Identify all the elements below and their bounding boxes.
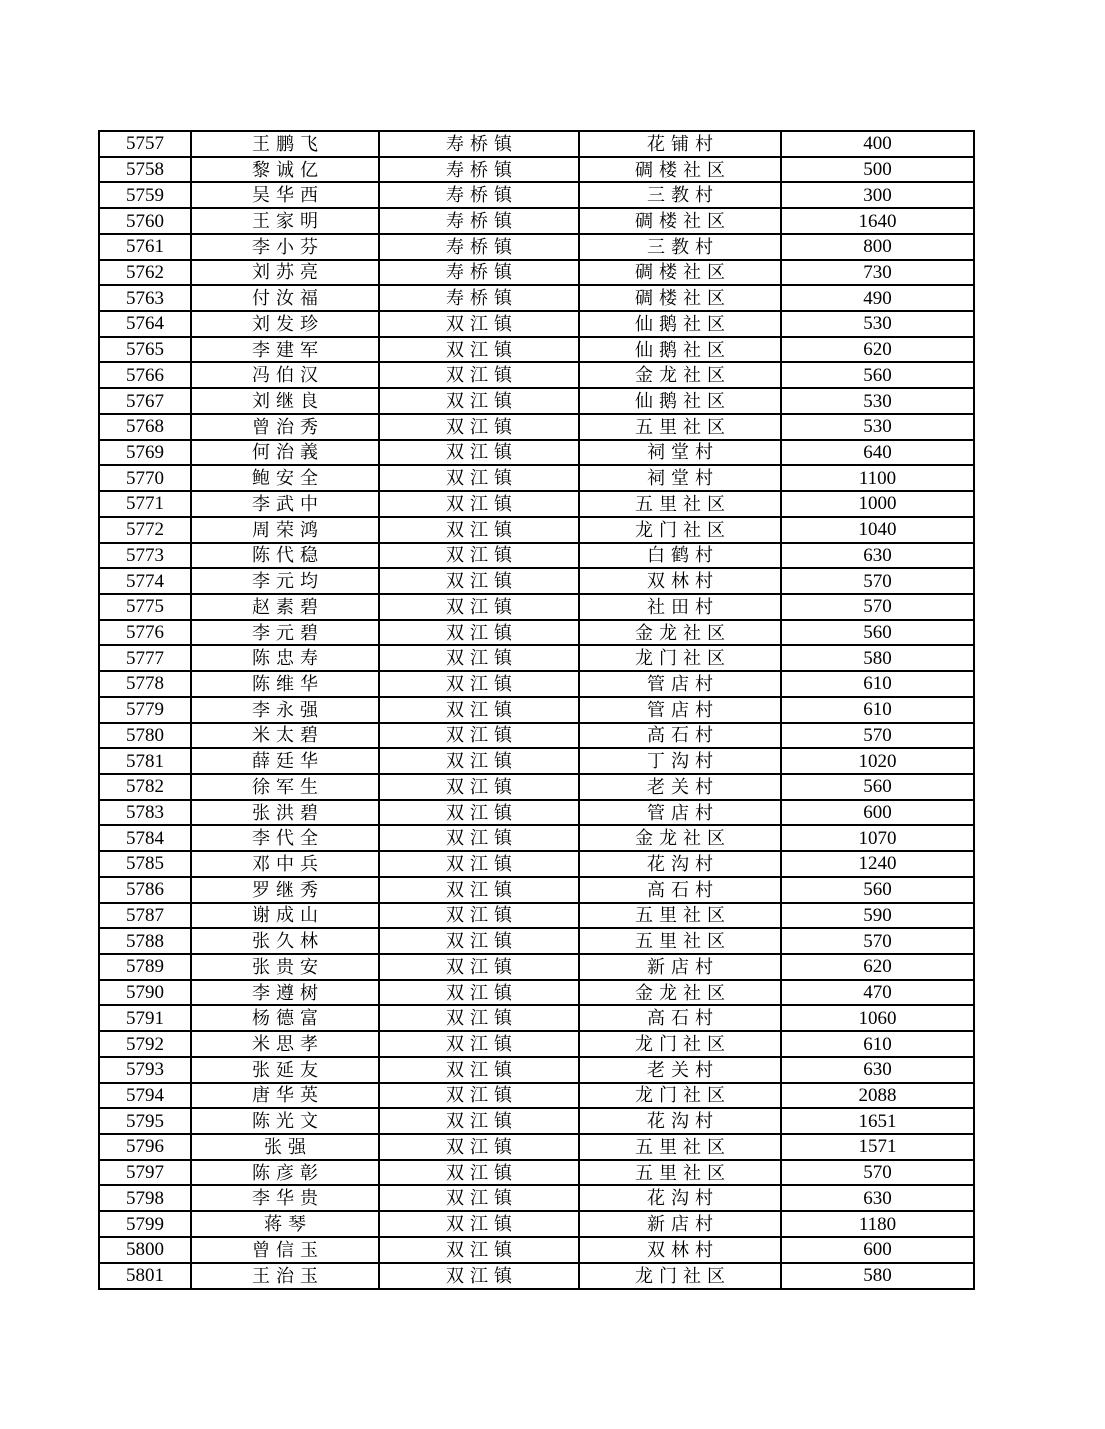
cell-id: 5771 <box>99 491 191 517</box>
cell-id: 5784 <box>99 825 191 851</box>
cell-town: 双江镇 <box>379 594 579 620</box>
cell-village: 花沟村 <box>579 1185 781 1211</box>
cell-id: 5772 <box>99 517 191 543</box>
cell-village: 五里社区 <box>579 1134 781 1160</box>
cell-name: 李元碧 <box>191 620 379 646</box>
cell-town: 双江镇 <box>379 980 579 1006</box>
cell-id: 5789 <box>99 954 191 980</box>
table-row <box>99 208 974 234</box>
cell-name: 鲍安全 <box>191 465 379 491</box>
table-row <box>99 800 974 826</box>
cell-id: 5762 <box>99 260 191 286</box>
cell-amount: 620 <box>781 954 974 980</box>
table-row <box>99 260 974 286</box>
cell-id: 5795 <box>99 1108 191 1134</box>
cell-id: 5781 <box>99 748 191 774</box>
cell-amount: 1180 <box>781 1211 974 1237</box>
cell-village: 管店村 <box>579 671 781 697</box>
cell-town: 双江镇 <box>379 568 579 594</box>
table-row <box>99 182 974 208</box>
cell-id: 5757 <box>99 131 191 157</box>
table-row <box>99 157 974 183</box>
cell-id: 5780 <box>99 723 191 749</box>
cell-id: 5761 <box>99 234 191 260</box>
cell-village: 祠堂村 <box>579 465 781 491</box>
cell-village: 白鹤村 <box>579 543 781 569</box>
cell-name: 付汝福 <box>191 285 379 311</box>
cell-name: 米思孝 <box>191 1031 379 1057</box>
cell-town: 寿桥镇 <box>379 131 579 157</box>
table-row <box>99 928 974 954</box>
cell-town: 双江镇 <box>379 1237 579 1263</box>
cell-village: 新店村 <box>579 954 781 980</box>
cell-id: 5767 <box>99 388 191 414</box>
cell-town: 寿桥镇 <box>379 157 579 183</box>
cell-amount: 570 <box>781 928 974 954</box>
cell-village: 龙门社区 <box>579 1083 781 1109</box>
cell-id: 5801 <box>99 1263 191 1289</box>
table-row <box>99 1185 974 1211</box>
cell-id: 5797 <box>99 1160 191 1186</box>
cell-id: 5769 <box>99 440 191 466</box>
cell-name: 王鹏飞 <box>191 131 379 157</box>
table-row <box>99 543 974 569</box>
cell-amount: 630 <box>781 543 974 569</box>
cell-town: 双江镇 <box>379 851 579 877</box>
cell-amount: 1070 <box>781 825 974 851</box>
cell-id: 5766 <box>99 362 191 388</box>
cell-name: 刘发珍 <box>191 311 379 337</box>
cell-id: 5759 <box>99 182 191 208</box>
cell-id: 5773 <box>99 543 191 569</box>
cell-amount: 560 <box>781 620 974 646</box>
cell-village: 碉楼社区 <box>579 208 781 234</box>
cell-name: 陈彦彰 <box>191 1160 379 1186</box>
cell-town: 寿桥镇 <box>379 260 579 286</box>
cell-town: 双江镇 <box>379 465 579 491</box>
cell-name: 曾治秀 <box>191 414 379 440</box>
cell-name: 张久林 <box>191 928 379 954</box>
cell-id: 5765 <box>99 337 191 363</box>
cell-amount: 470 <box>781 980 974 1006</box>
cell-village: 管店村 <box>579 697 781 723</box>
cell-name: 张洪碧 <box>191 800 379 826</box>
cell-name: 李永强 <box>191 697 379 723</box>
cell-amount: 530 <box>781 311 974 337</box>
cell-village: 五里社区 <box>579 1160 781 1186</box>
cell-amount: 1020 <box>781 748 974 774</box>
table-row <box>99 620 974 646</box>
table-row <box>99 1237 974 1263</box>
cell-town: 双江镇 <box>379 645 579 671</box>
cell-amount: 1640 <box>781 208 974 234</box>
cell-amount: 560 <box>781 877 974 903</box>
cell-id: 5770 <box>99 465 191 491</box>
cell-amount: 490 <box>781 285 974 311</box>
table-row <box>99 1160 974 1186</box>
table-row <box>99 594 974 620</box>
cell-name: 陈忠寿 <box>191 645 379 671</box>
cell-name: 李小芬 <box>191 234 379 260</box>
cell-id: 5778 <box>99 671 191 697</box>
table-row <box>99 851 974 877</box>
cell-village: 老关村 <box>579 774 781 800</box>
cell-name: 赵素碧 <box>191 594 379 620</box>
cell-amount: 600 <box>781 800 974 826</box>
cell-id: 5800 <box>99 1237 191 1263</box>
cell-village: 丁沟村 <box>579 748 781 774</box>
table-row <box>99 1263 974 1289</box>
table-row <box>99 131 974 157</box>
cell-name: 邓中兵 <box>191 851 379 877</box>
cell-amount: 1000 <box>781 491 974 517</box>
cell-town: 双江镇 <box>379 1134 579 1160</box>
table-row <box>99 877 974 903</box>
cell-name: 杨德富 <box>191 1005 379 1031</box>
cell-name: 蒋琴 <box>191 1211 379 1237</box>
cell-id: 5763 <box>99 285 191 311</box>
cell-town: 寿桥镇 <box>379 182 579 208</box>
table-row <box>99 491 974 517</box>
cell-town: 寿桥镇 <box>379 234 579 260</box>
cell-amount: 300 <box>781 182 974 208</box>
cell-id: 5798 <box>99 1185 191 1211</box>
table-row <box>99 568 974 594</box>
cell-id: 5768 <box>99 414 191 440</box>
cell-name: 陈维华 <box>191 671 379 697</box>
cell-village: 金龙社区 <box>579 825 781 851</box>
table-row <box>99 748 974 774</box>
cell-town: 双江镇 <box>379 671 579 697</box>
cell-amount: 530 <box>781 414 974 440</box>
cell-amount: 1100 <box>781 465 974 491</box>
cell-name: 谢成山 <box>191 903 379 929</box>
table-row <box>99 465 974 491</box>
table-row <box>99 980 974 1006</box>
cell-id: 5787 <box>99 903 191 929</box>
cell-town: 双江镇 <box>379 748 579 774</box>
cell-name: 李代全 <box>191 825 379 851</box>
cell-town: 双江镇 <box>379 825 579 851</box>
cell-id: 5777 <box>99 645 191 671</box>
table-row <box>99 517 974 543</box>
cell-village: 龙门社区 <box>579 645 781 671</box>
cell-village: 五里社区 <box>579 491 781 517</box>
cell-town: 双江镇 <box>379 362 579 388</box>
cell-amount: 530 <box>781 388 974 414</box>
cell-name: 陈光文 <box>191 1108 379 1134</box>
table-row <box>99 825 974 851</box>
cell-amount: 1651 <box>781 1108 974 1134</box>
cell-name: 周荣鸿 <box>191 517 379 543</box>
cell-village: 碉楼社区 <box>579 260 781 286</box>
cell-town: 双江镇 <box>379 774 579 800</box>
cell-amount: 570 <box>781 723 974 749</box>
cell-village: 社田村 <box>579 594 781 620</box>
cell-id: 5779 <box>99 697 191 723</box>
cell-town: 双江镇 <box>379 311 579 337</box>
cell-village: 仙鹅社区 <box>579 337 781 363</box>
cell-village: 祠堂村 <box>579 440 781 466</box>
cell-village: 龙门社区 <box>579 517 781 543</box>
cell-name: 张贵安 <box>191 954 379 980</box>
cell-amount: 580 <box>781 645 974 671</box>
table-row <box>99 1057 974 1083</box>
table-row <box>99 645 974 671</box>
cell-town: 双江镇 <box>379 1005 579 1031</box>
table-row <box>99 414 974 440</box>
table-row <box>99 903 974 929</box>
cell-id: 5796 <box>99 1134 191 1160</box>
cell-id: 5776 <box>99 620 191 646</box>
table-row <box>99 1134 974 1160</box>
cell-village: 三教村 <box>579 182 781 208</box>
cell-name: 徐军生 <box>191 774 379 800</box>
cell-village: 高石村 <box>579 877 781 903</box>
cell-town: 寿桥镇 <box>379 208 579 234</box>
cell-amount: 620 <box>781 337 974 363</box>
cell-village: 龙门社区 <box>579 1263 781 1289</box>
cell-amount: 640 <box>781 440 974 466</box>
cell-town: 双江镇 <box>379 517 579 543</box>
cell-name: 李华贵 <box>191 1185 379 1211</box>
cell-village: 金龙社区 <box>579 620 781 646</box>
cell-name: 李元均 <box>191 568 379 594</box>
cell-id: 5790 <box>99 980 191 1006</box>
cell-name: 刘苏亮 <box>191 260 379 286</box>
cell-village: 龙门社区 <box>579 1031 781 1057</box>
cell-amount: 1240 <box>781 851 974 877</box>
table-row <box>99 285 974 311</box>
table-row <box>99 723 974 749</box>
cell-name: 李建军 <box>191 337 379 363</box>
cell-amount: 570 <box>781 1160 974 1186</box>
cell-amount: 570 <box>781 594 974 620</box>
table-row <box>99 1108 974 1134</box>
cell-name: 冯伯汉 <box>191 362 379 388</box>
cell-name: 曾信玉 <box>191 1237 379 1263</box>
cell-name: 米太碧 <box>191 723 379 749</box>
cell-town: 双江镇 <box>379 723 579 749</box>
cell-id: 5791 <box>99 1005 191 1031</box>
table-body <box>99 131 974 1289</box>
cell-name: 刘继良 <box>191 388 379 414</box>
cell-id: 5760 <box>99 208 191 234</box>
cell-name: 何治義 <box>191 440 379 466</box>
cell-town: 双江镇 <box>379 928 579 954</box>
cell-village: 碉楼社区 <box>579 157 781 183</box>
table-row <box>99 388 974 414</box>
cell-town: 双江镇 <box>379 1160 579 1186</box>
cell-amount: 630 <box>781 1057 974 1083</box>
cell-village: 碉楼社区 <box>579 285 781 311</box>
cell-id: 5785 <box>99 851 191 877</box>
table-row <box>99 1083 974 1109</box>
cell-name: 张强 <box>191 1134 379 1160</box>
cell-amount: 560 <box>781 362 974 388</box>
cell-name: 李遵树 <box>191 980 379 1006</box>
cell-town: 双江镇 <box>379 388 579 414</box>
cell-town: 双江镇 <box>379 903 579 929</box>
cell-town: 双江镇 <box>379 440 579 466</box>
cell-amount: 1040 <box>781 517 974 543</box>
cell-village: 管店村 <box>579 800 781 826</box>
cell-amount: 610 <box>781 697 974 723</box>
cell-town: 双江镇 <box>379 1263 579 1289</box>
cell-id: 5799 <box>99 1211 191 1237</box>
cell-name: 黎诚亿 <box>191 157 379 183</box>
cell-village: 仙鹅社区 <box>579 388 781 414</box>
cell-village: 五里社区 <box>579 903 781 929</box>
cell-village: 新店村 <box>579 1211 781 1237</box>
cell-amount: 630 <box>781 1185 974 1211</box>
cell-amount: 590 <box>781 903 974 929</box>
cell-id: 5783 <box>99 800 191 826</box>
cell-town: 双江镇 <box>379 1031 579 1057</box>
cell-town: 双江镇 <box>379 1185 579 1211</box>
cell-town: 双江镇 <box>379 543 579 569</box>
table-row <box>99 1031 974 1057</box>
cell-id: 5775 <box>99 594 191 620</box>
cell-name: 王家明 <box>191 208 379 234</box>
cell-amount: 730 <box>781 260 974 286</box>
cell-village: 仙鹅社区 <box>579 311 781 337</box>
cell-town: 双江镇 <box>379 337 579 363</box>
cell-village: 老关村 <box>579 1057 781 1083</box>
cell-name: 薛廷华 <box>191 748 379 774</box>
cell-amount: 610 <box>781 1031 974 1057</box>
cell-name: 罗继秀 <box>191 877 379 903</box>
cell-village: 花沟村 <box>579 1108 781 1134</box>
cell-town: 双江镇 <box>379 620 579 646</box>
cell-id: 5774 <box>99 568 191 594</box>
cell-town: 双江镇 <box>379 1211 579 1237</box>
cell-name: 唐华英 <box>191 1083 379 1109</box>
cell-id: 5788 <box>99 928 191 954</box>
cell-id: 5786 <box>99 877 191 903</box>
cell-village: 高石村 <box>579 1005 781 1031</box>
cell-village: 双林村 <box>579 568 781 594</box>
cell-amount: 570 <box>781 568 974 594</box>
cell-amount: 1571 <box>781 1134 974 1160</box>
cell-village: 五里社区 <box>579 414 781 440</box>
cell-town: 双江镇 <box>379 1083 579 1109</box>
cell-village: 高石村 <box>579 723 781 749</box>
cell-id: 5758 <box>99 157 191 183</box>
cell-village: 金龙社区 <box>579 362 781 388</box>
cell-town: 双江镇 <box>379 954 579 980</box>
cell-name: 王治玉 <box>191 1263 379 1289</box>
cell-town: 双江镇 <box>379 1057 579 1083</box>
cell-amount: 580 <box>781 1263 974 1289</box>
table-row <box>99 234 974 260</box>
cell-village: 金龙社区 <box>579 980 781 1006</box>
table-row <box>99 362 974 388</box>
table-row <box>99 1005 974 1031</box>
cell-amount: 500 <box>781 157 974 183</box>
cell-amount: 1060 <box>781 1005 974 1031</box>
table-row <box>99 697 974 723</box>
cell-amount: 600 <box>781 1237 974 1263</box>
cell-id: 5793 <box>99 1057 191 1083</box>
table-row <box>99 954 974 980</box>
cell-name: 吴华西 <box>191 182 379 208</box>
cell-village: 五里社区 <box>579 928 781 954</box>
cell-town: 双江镇 <box>379 877 579 903</box>
cell-id: 5794 <box>99 1083 191 1109</box>
cell-id: 5764 <box>99 311 191 337</box>
cell-village: 双林村 <box>579 1237 781 1263</box>
cell-id: 5782 <box>99 774 191 800</box>
cell-amount: 560 <box>781 774 974 800</box>
table-row <box>99 774 974 800</box>
cell-village: 三教村 <box>579 234 781 260</box>
table-row <box>99 337 974 363</box>
cell-town: 双江镇 <box>379 414 579 440</box>
cell-village: 花铺村 <box>579 131 781 157</box>
cell-town: 双江镇 <box>379 800 579 826</box>
cell-town: 双江镇 <box>379 1108 579 1134</box>
cell-amount: 610 <box>781 671 974 697</box>
cell-name: 李武中 <box>191 491 379 517</box>
cell-amount: 2088 <box>781 1083 974 1109</box>
cell-amount: 400 <box>781 131 974 157</box>
cell-id: 5792 <box>99 1031 191 1057</box>
cell-name: 张延友 <box>191 1057 379 1083</box>
cell-amount: 800 <box>781 234 974 260</box>
table-row <box>99 440 974 466</box>
cell-town: 双江镇 <box>379 697 579 723</box>
table-row <box>99 671 974 697</box>
cell-town: 双江镇 <box>379 491 579 517</box>
cell-name: 陈代稳 <box>191 543 379 569</box>
table-row <box>99 1211 974 1237</box>
cell-town: 寿桥镇 <box>379 285 579 311</box>
table-row <box>99 311 974 337</box>
cell-village: 花沟村 <box>579 851 781 877</box>
roster-table <box>98 130 975 1290</box>
